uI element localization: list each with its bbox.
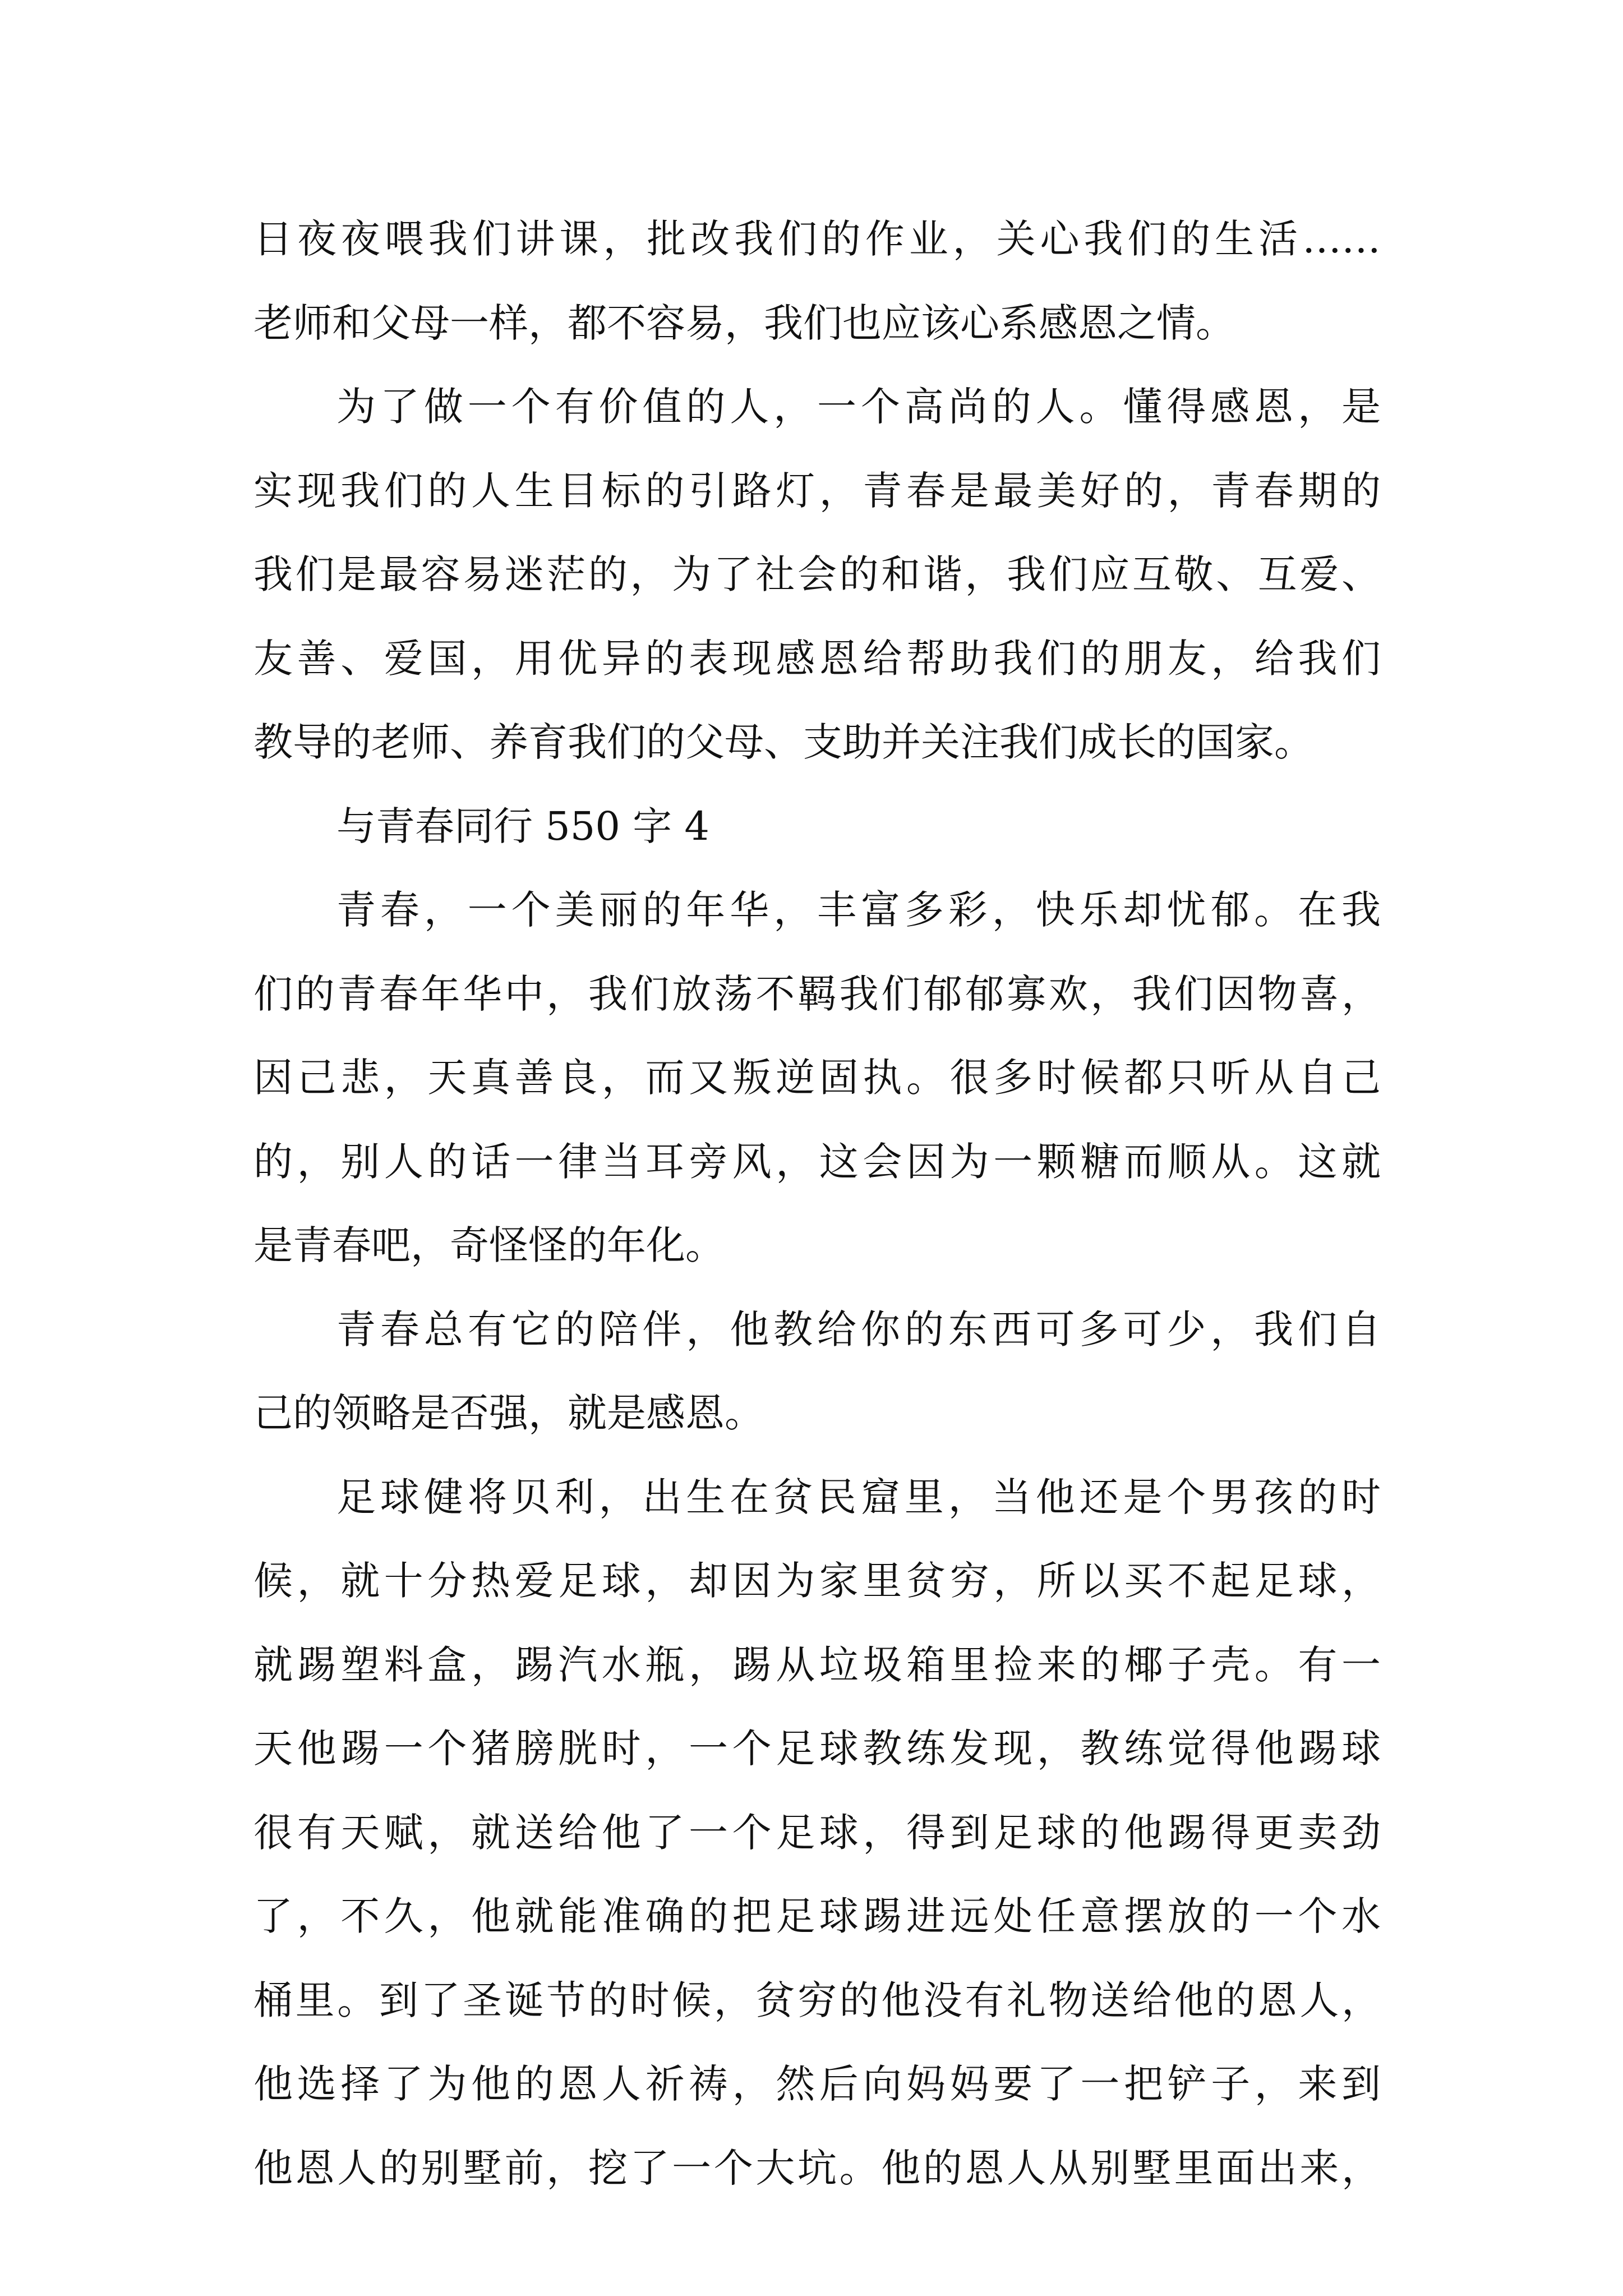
section-heading: 与青春同行 550 字 4 [336,803,709,849]
text-line: 为了做一个有价值的人，一个高尚的人。懂得感恩，是 [336,384,1381,430]
text-line: 因己悲，天真善良，而又叛逆固执。很多时候都只听从自己 [253,1055,1381,1101]
text-line: 桶里。到了圣诞节的时候，贫穷的他没有礼物送给他的恩人， [253,1977,1381,2023]
text-line: 日夜夜喂我们讲课，批改我们的作业，关心我们的生活…… [253,216,1381,262]
text-line: 足球健将贝利，出生在贫民窟里，当他还是个男孩的时 [336,1474,1381,1520]
body-text [253,197,1381,2210]
text-line: 就踢塑料盒，踢汽水瓶，踢从垃圾箱里捡来的椰子壳。有一 [253,1641,1381,1688]
text-line: 实现我们的人生目标的引路灯，青春是最美好的，青春期的 [253,467,1381,514]
text-line: 是青春吧，奇怪怪的年化。 [253,1222,725,1268]
text-line: 候，就十分热爱足球，却因为家里贫穷，所以买不起足球， [253,1558,1381,1604]
text-line: 青春，一个美丽的年华，丰富多彩，快乐却忧郁。在我 [336,887,1381,933]
text-line: 我们是最容易迷茫的，为了社会的和谐，我们应互敬、互爱、 [253,551,1381,597]
text-line: 友善、爱国，用优异的表现感恩给帮助我们的朋友，给我们 [253,635,1381,682]
text-line: 天他踢一个猪膀胱时，一个足球教练发现，教练觉得他踢球 [253,1726,1381,1772]
text-line: 们的青春年华中，我们放荡不羁我们郁郁寡欢，我们因物喜， [253,970,1381,1017]
text-line: 他恩人的别墅前，挖了一个大坑。他的恩人从别墅里面出来， [253,2145,1381,2191]
text-line: 的，别人的话一律当耳旁风，这会因为一颗糖而顺从。这就 [253,1138,1381,1185]
text-line: 他选择了为他的恩人祈祷，然后向妈妈要了一把铲子，来到 [253,2061,1381,2107]
text-line: 了，不久，他就能准确的把足球踢进远处任意摆放的一个水 [253,1893,1381,1939]
text-line: 己的领略是否强，就是感恩。 [253,1390,764,1436]
text-line: 很有天赋，就送给他了一个足球，得到足球的他踢得更卖劲 [253,1809,1381,1856]
text-line: 青春总有它的陪伴，他教给你的东西可多可少，我们自 [336,1306,1381,1352]
text-line: 老师和父母一样，都不容易，我们也应该心系感恩之情。 [253,300,1235,346]
text-line: 教导的老师、养育我们的父母、支助并关注我们成长的国家。 [253,719,1313,765]
